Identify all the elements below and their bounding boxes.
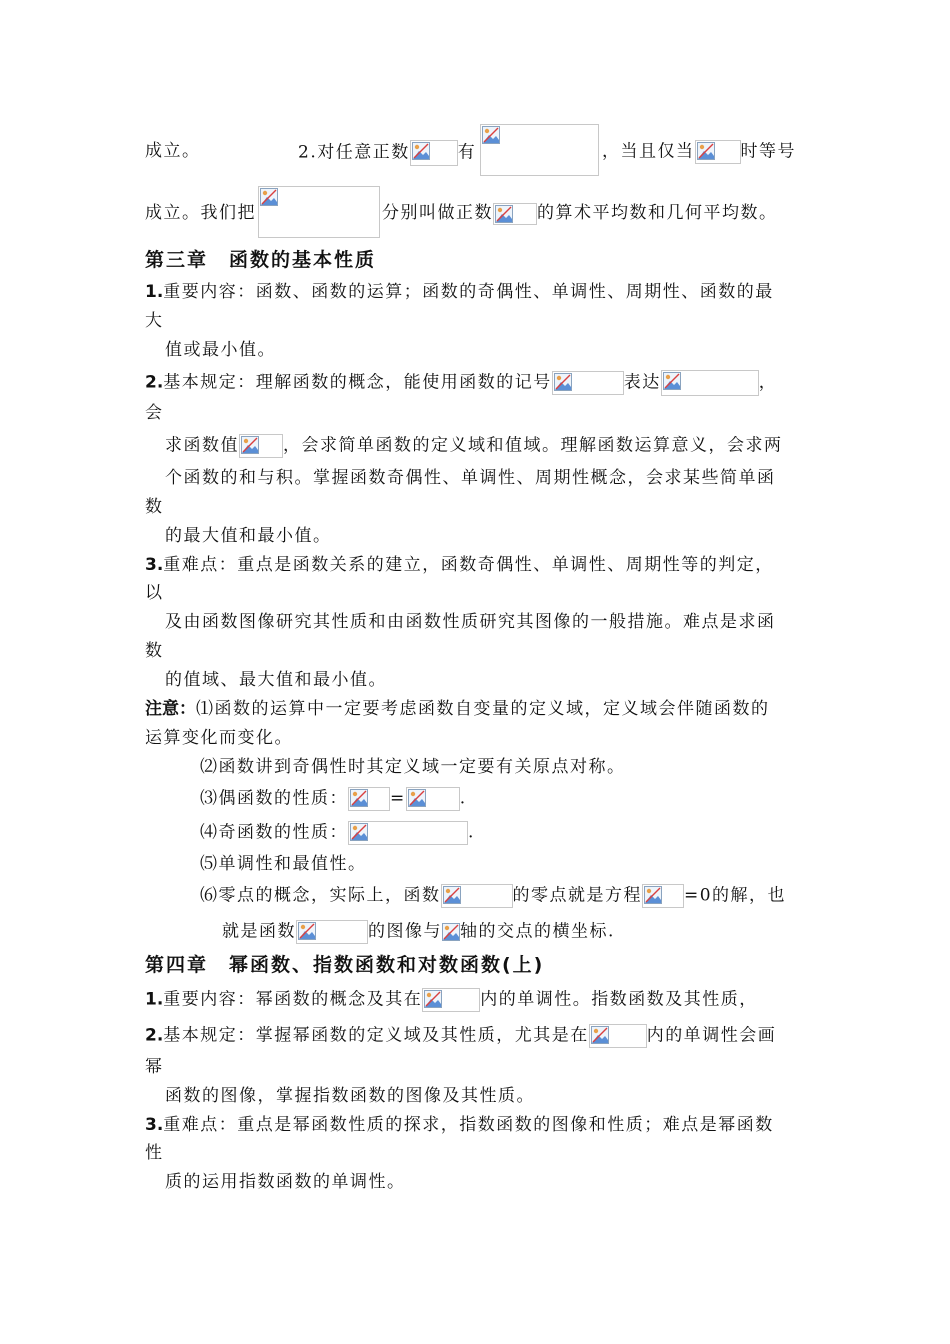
text-fragment: .	[468, 822, 475, 843]
text-fragment: =	[390, 788, 406, 809]
text-line	[145, 281, 774, 303]
text-fragment: 成立。	[145, 141, 201, 161]
broken-image-icon	[493, 203, 537, 225]
text-fragment: ⑷奇函数的性质：	[200, 822, 348, 843]
text-line: 函数的图像，掌握指数函数的图像及其性质。	[165, 1086, 535, 1106]
text-line	[145, 698, 770, 720]
broken-image-icon	[239, 434, 283, 458]
text-line	[382, 202, 778, 225]
text-fragment: 基本规定：理解函数的概念，能使用函数的记号	[163, 372, 552, 393]
text-fragment: 的算术平均数和几何平均数。	[537, 203, 778, 223]
text-line	[602, 140, 796, 164]
text-fragment: ⑴函数的运算中一定要考虑函数自变量的定义域，定义域会伴随函数的	[196, 699, 770, 719]
broken-image-icon	[589, 1024, 647, 1048]
text-line: 数	[145, 497, 164, 517]
text-line: 以	[145, 583, 164, 603]
text-line	[165, 434, 783, 458]
text-fragment: ⑶偶函数的性质：	[200, 788, 348, 809]
text-line: 会	[145, 403, 164, 423]
text-line	[222, 920, 615, 944]
text-fragment: 重要内容：幂函数的概念及其在	[163, 989, 423, 1010]
text-line: 个函数的和与积。掌握函数奇偶性、单调性、周期性概念，会求某些简单函	[165, 468, 776, 488]
text-fragment: 重要内容：函数、函数的运算；函数的奇偶性、单调性、周期性、函数的最	[163, 282, 774, 302]
text-line: 幂	[145, 1057, 164, 1077]
broken-image-icon	[480, 124, 599, 176]
text-line: 性	[145, 1143, 164, 1163]
note-label: 注意：	[145, 699, 196, 719]
broken-image-icon	[642, 884, 684, 908]
broken-image-icon	[410, 140, 458, 166]
formula-image	[258, 186, 380, 238]
broken-image-icon	[695, 140, 741, 164]
item-number: 3.	[145, 555, 164, 575]
text-fragment: ⑹零点的概念，实际上，函数	[200, 885, 441, 906]
broken-image-icon	[348, 787, 390, 811]
broken-image-icon	[406, 787, 460, 811]
text-fragment: 时等号	[740, 141, 796, 162]
text-fragment: .	[459, 788, 467, 809]
text-line: 的最大值和最小值。	[165, 526, 332, 546]
text-line	[200, 821, 475, 845]
text-fragment: ，会求简单函数的定义域和值域。理解函数运算意义，会求两	[283, 435, 783, 456]
text-line	[145, 988, 758, 1012]
text-fragment: 的零点就是方程	[512, 885, 642, 906]
text-line	[145, 140, 201, 162]
text-line	[298, 140, 476, 166]
text-fragment: ，	[758, 372, 778, 393]
text-fragment: 表达	[623, 372, 661, 393]
item-number: 3.	[145, 1115, 164, 1135]
formula-image	[480, 124, 599, 176]
text-line: ⑵函数讲到奇偶性时其定义域一定要有关原点对称。	[200, 757, 626, 777]
text-fragment: ，当且仅当	[602, 141, 695, 162]
broken-image-icon	[441, 884, 513, 908]
broken-image-icon	[442, 921, 460, 943]
text-fragment: 成立。我们把	[145, 203, 256, 223]
text-line	[200, 884, 786, 908]
text-line	[145, 202, 256, 224]
text-line	[145, 1024, 776, 1048]
text-fragment: 的图像与	[368, 921, 442, 942]
text-fragment: 2.对任意正数	[298, 142, 410, 163]
broken-image-icon	[296, 920, 368, 944]
broken-image-icon	[258, 186, 380, 238]
text-line: 质的运用指数函数的单调性。	[165, 1172, 406, 1192]
broken-image-icon	[422, 988, 480, 1012]
text-fragment: 基本规定：掌握幂函数的定义域及其性质，尤其是在	[163, 1025, 589, 1046]
text-fragment: 就是函数	[222, 921, 296, 942]
text-line: 数	[145, 641, 164, 661]
text-line: ⑸单调性和最值性。	[200, 854, 367, 874]
text-fragment: 内的单调性。指数函数及其性质，	[480, 989, 758, 1010]
text-line	[200, 787, 467, 811]
text-line: 大	[145, 311, 164, 331]
text-line: 及由函数图像研究其性质和由函数性质研究其图像的一般措施。难点是求函	[165, 612, 776, 632]
text-fragment: 有	[457, 142, 477, 163]
item-number: 2.	[145, 372, 164, 393]
broken-image-icon	[552, 371, 624, 395]
text-fragment: 内的单调性会画	[646, 1025, 777, 1046]
broken-image-icon	[348, 821, 468, 845]
text-line	[145, 554, 774, 576]
text-line	[145, 1114, 774, 1136]
text-line	[145, 370, 777, 396]
item-number: 2.	[145, 1025, 164, 1046]
text-fragment: 重难点：重点是幂函数性质的探求，指数函数的图像和性质；难点是幂函数	[163, 1115, 774, 1135]
text-line: 运算变化而变化。	[145, 728, 293, 748]
text-line: 值或最小值。	[165, 340, 276, 360]
chapter-heading: 第三章 函数的基本性质	[145, 249, 377, 271]
text-line: 的值域、最大值和最小值。	[165, 670, 387, 690]
text-fragment: 轴的交点的横坐标.	[460, 921, 615, 942]
chapter-heading: 第四章 幂函数、指数函数和对数函数(上)	[145, 954, 545, 976]
item-number: 1.	[145, 282, 164, 302]
text-fragment: 分别叫做正数	[382, 203, 493, 223]
broken-image-icon	[661, 370, 759, 396]
item-number: 1.	[145, 989, 164, 1010]
text-fragment: =0的解，也	[684, 885, 787, 906]
text-fragment: 求函数值	[165, 435, 239, 456]
text-fragment: 重难点：重点是函数关系的建立，函数奇偶性、单调性、周期性等的判定，	[163, 555, 774, 575]
